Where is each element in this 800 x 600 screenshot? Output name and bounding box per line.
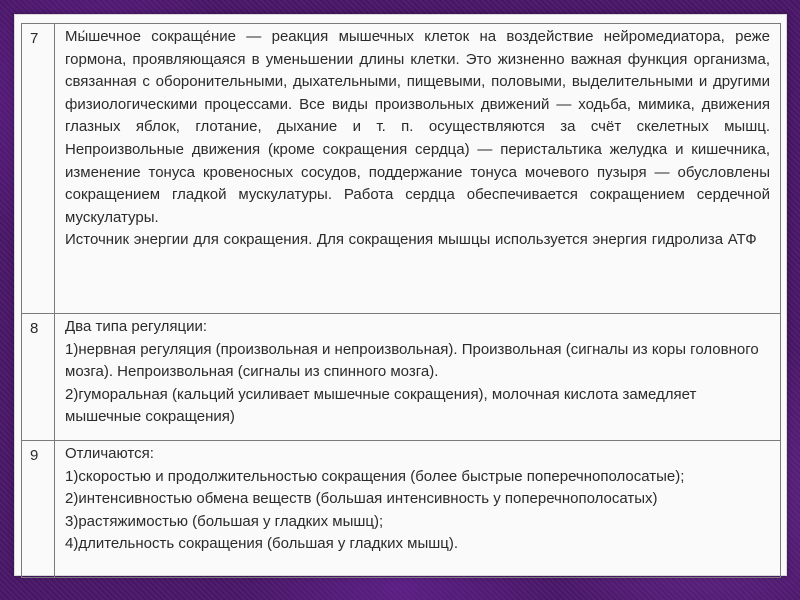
table-row <box>21 314 781 441</box>
list-item: 2)гуморальная (кальций усиливает мышечные сокращения), молочная кислота замедляет мышечные сокращения) <box>65 385 697 426</box>
list-item: 3)растяжимостью (большая у гладких мышц); <box>65 512 384 530</box>
list-item: 1)скоростью и продолжительностью сокращения (более быстрые поперечнополосатые); <box>65 467 685 485</box>
row-number: 9 <box>21 441 55 577</box>
paragraph-muscle-contraction: Мы́шечное сокраще́ние — реакция мышечных клеток на воздействие нейромедиатора, реже гормона, проявляющаяся в уменьшении длины клетки. Это жизненно важная функция организма, связанная с оборонительными, дыхательными, пищевыми, половыми, выделительными и другими физиологическими процессами. Все виды произвольных движений — ходьба, мимика, движения глазных яблок, глотание, дыхание и т. п. осуществляются за счёт скелетных мышц. Непроизвольные движения (кроме сокращения сердца) — перистальтика желудка и кишечника, изменение тонуса кровеносных сосудов, поддержание тонуса мочевого пузыря — обусловлены сокращением гладкой мускулатуры. Работа сердца обеспечивается сокращением сердечной мускулатуры. <box>65 28 770 226</box>
list-item: 4)длительность сокращения (большая у гладких мышц). <box>65 535 459 553</box>
regulation-heading: Два типа регуляции: <box>65 318 208 335</box>
row-number: 8 <box>21 314 55 440</box>
document-page <box>14 14 787 576</box>
list-item: 2)интенсивностью обмена веществ (большая интенсивность у поперечнополосатых) <box>65 490 658 508</box>
row-content <box>55 24 781 313</box>
differences-heading: Отличаются: <box>65 445 154 462</box>
row-content <box>55 314 781 440</box>
list-item: 1)нервная регуляция (произвольная и непроизвольная). Произвольная (сигналы из коры головного мозга). Непроизвольная (сигналы из спинного мозга). <box>65 340 759 381</box>
table-row <box>21 441 781 578</box>
content-table <box>21 23 781 578</box>
row-content <box>55 441 781 577</box>
table-row <box>21 24 781 314</box>
row-number: 7 <box>21 24 55 313</box>
paragraph-energy-source: Источник энергии для сокращения. Для сокращения мышцы используется энергия гидролиза АТФ <box>65 231 757 249</box>
